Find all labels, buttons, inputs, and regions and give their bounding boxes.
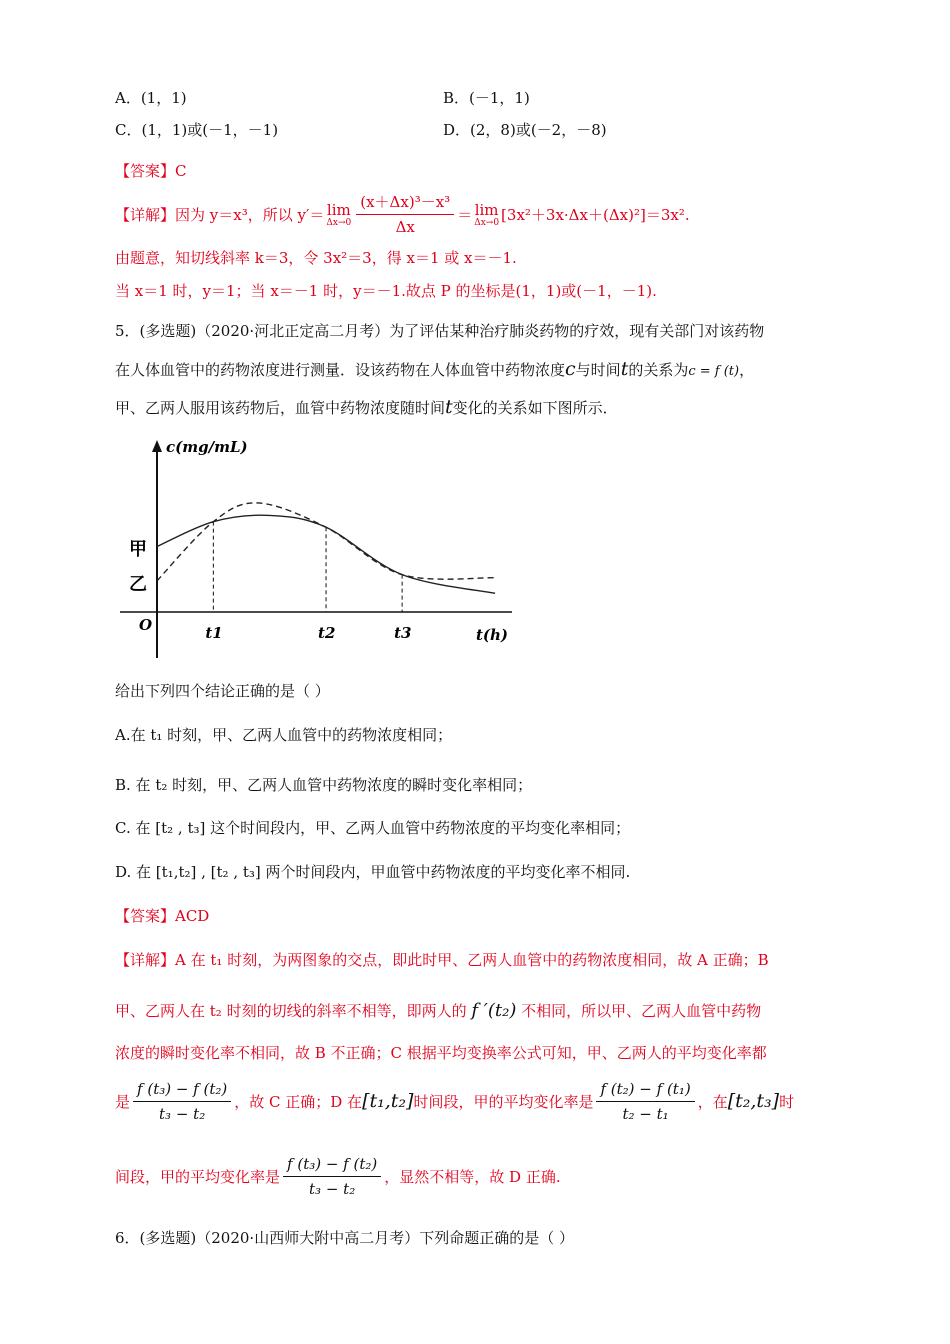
detail-label: 【详解】 [115,205,176,224]
y-axis-label: c(mg/mL) [166,438,248,456]
interval-t2-t3: [t₂,t₃] [727,1090,780,1113]
limit-2: lim Δx→0 [474,201,500,228]
origin-label: O [139,616,153,634]
series-label-yi: 乙 [129,574,147,595]
q5-answer: 【答案】ACD [115,907,210,925]
concentration-chart [120,432,520,664]
q4-detail-line2: 由题意，知切线斜率 k＝3，令 3x²＝3，得 x＝1 或 x＝－1. [115,249,517,267]
limit-1: lim Δx→0 [326,201,352,228]
x-tick-label-2: t2 [318,624,336,642]
q5-stem-line3: 甲、乙两人服用该药物后，血管中药物浓度随时间t变化的关系如下图所示． [115,396,618,418]
q5-stem-line1: 5．(多选题)（2020·河北正定高二月考）为了评估某种治疗肺炎药物的疗效，现有关部门对该药物 [115,322,765,340]
q5-prompt: 给出下列四个结论正确的是（ ） [115,682,330,700]
q5-detail-line1: 【详解】A 在 t₁ 时刻，为两图象的交点，即此时甲、乙两人血管中的药物浓度相同，故 A 正确；B [115,951,769,969]
x-tick-label-3: t3 [394,624,412,642]
q5-detail-line2: 甲、乙两人在 t₂ 时刻的切线的斜率不相等，即两人的 f ′(t₂) 不相同，所以甲、乙两人血管中药物 [115,1000,762,1021]
q4-option-d: D．(2，8)或(－2，－8) [443,121,607,139]
q5-option-b: B. 在 t₂ 时刻，甲、乙两人血管中药物浓度的瞬时变化率相同； [115,776,533,794]
q4-detail-line3: 当 x＝1 时，y＝1；当 x＝－1 时，y＝－1.故点 P 的坐标是(1，1)或(－1，－1). [115,282,657,300]
avg-rate-fraction-3: $\frac{\text{f (t₃) − f (t₂)}}{\text{t₃ − t₂}}$ [283,1155,381,1198]
detail-suffix: [3x²＋3x·Δx＋(Δx)²]＝3x². [501,205,690,224]
q6-stem: 6．(多选题)（2020·山西师大附中高二月考）下列命题正确的是（ ） [115,1229,574,1247]
y-axis-arrow [152,440,162,452]
derivative-formula: f ′(t₂) [471,1000,517,1021]
avg-rate-fraction-1: $\frac{\text{f (t₃) − f (t₂)}}{\text{t₃ − t₂}}$ [133,1080,231,1123]
interval-t1-t2: [t₁,t₂] [362,1090,414,1113]
q5-detail-line5: 间段，甲的平均变化率是 $\frac{\text{f (t₃) − f (t₂)}}{\text{t₃ − t₂}}$ ，显然不相等，故 D 正确. [115,1155,561,1198]
series-label-jia: 甲 [129,539,147,560]
q5-option-d: D. 在 [t₁,t₂] , [t₂ , t₃] 两个时间段内，甲血管中药物浓度的平均变化率不相同. [115,863,631,881]
q5-detail-line4: 是 $\frac{\text{f (t₃) − f (t₂)}}{\text{t₃ − t₂}}$ ，故 C 正确；D 在 [t₁,t₂] 时间段，甲的平均变化率是 $\frac{\text{f (t₂) − f (t₁)}}{\text{t₂ − t₁}}$ ，在 [t₂,t₃] 时 [115,1080,795,1123]
q5-option-a: A.在 t₁ 时刻，甲、乙两人血管中的药物浓度相同； [115,726,453,744]
q4-option-b: B．(－1，1) [443,89,530,107]
q4-answer: 【答案】C [115,162,187,180]
detail-prefix: 因为 y＝x³，所以 y′＝ [175,205,325,224]
difference-quotient: $\frac{\text{(x＋Δx)³－x³}}{\Delta x}$ [356,193,454,236]
avg-rate-fraction-2: $\frac{\text{f (t₂) − f (t₁)}}{\text{t₂ − t₁}}$ [596,1080,694,1123]
q5-option-c: C. 在 [t₂ , t₃] 这个时间段内，甲、乙两人血管中药物浓度的平均变化率相同； [115,819,631,837]
x-tick-label-1: t1 [205,624,223,642]
q5-detail-line3: 浓度的瞬时变化率不相同，故 B 不正确；C 根据平均变换率公式可知，甲、乙两人的平均变化率都 [115,1044,767,1062]
q5-stem-line2: 在人体血管中的药物浓度进行测量．设该药物在人体血管中药物浓度c与时间t的关系为c = f (t)， [115,358,755,380]
x-axis-label: t(h) [476,626,509,644]
q4-option-c: C．(1，1)或(－1，－1) [115,121,279,139]
q4-option-a: A．(1，1) [115,89,187,107]
q4-detail-formula: 【详解】 因为 y＝x³，所以 y′＝ lim Δx→0 $\frac{\text{(x＋Δx)³－x³}}{\Delta x}$ ＝ lim Δx→0 [3x²＋3x·Δx＋(Δx)²]＝3x². [115,193,690,236]
